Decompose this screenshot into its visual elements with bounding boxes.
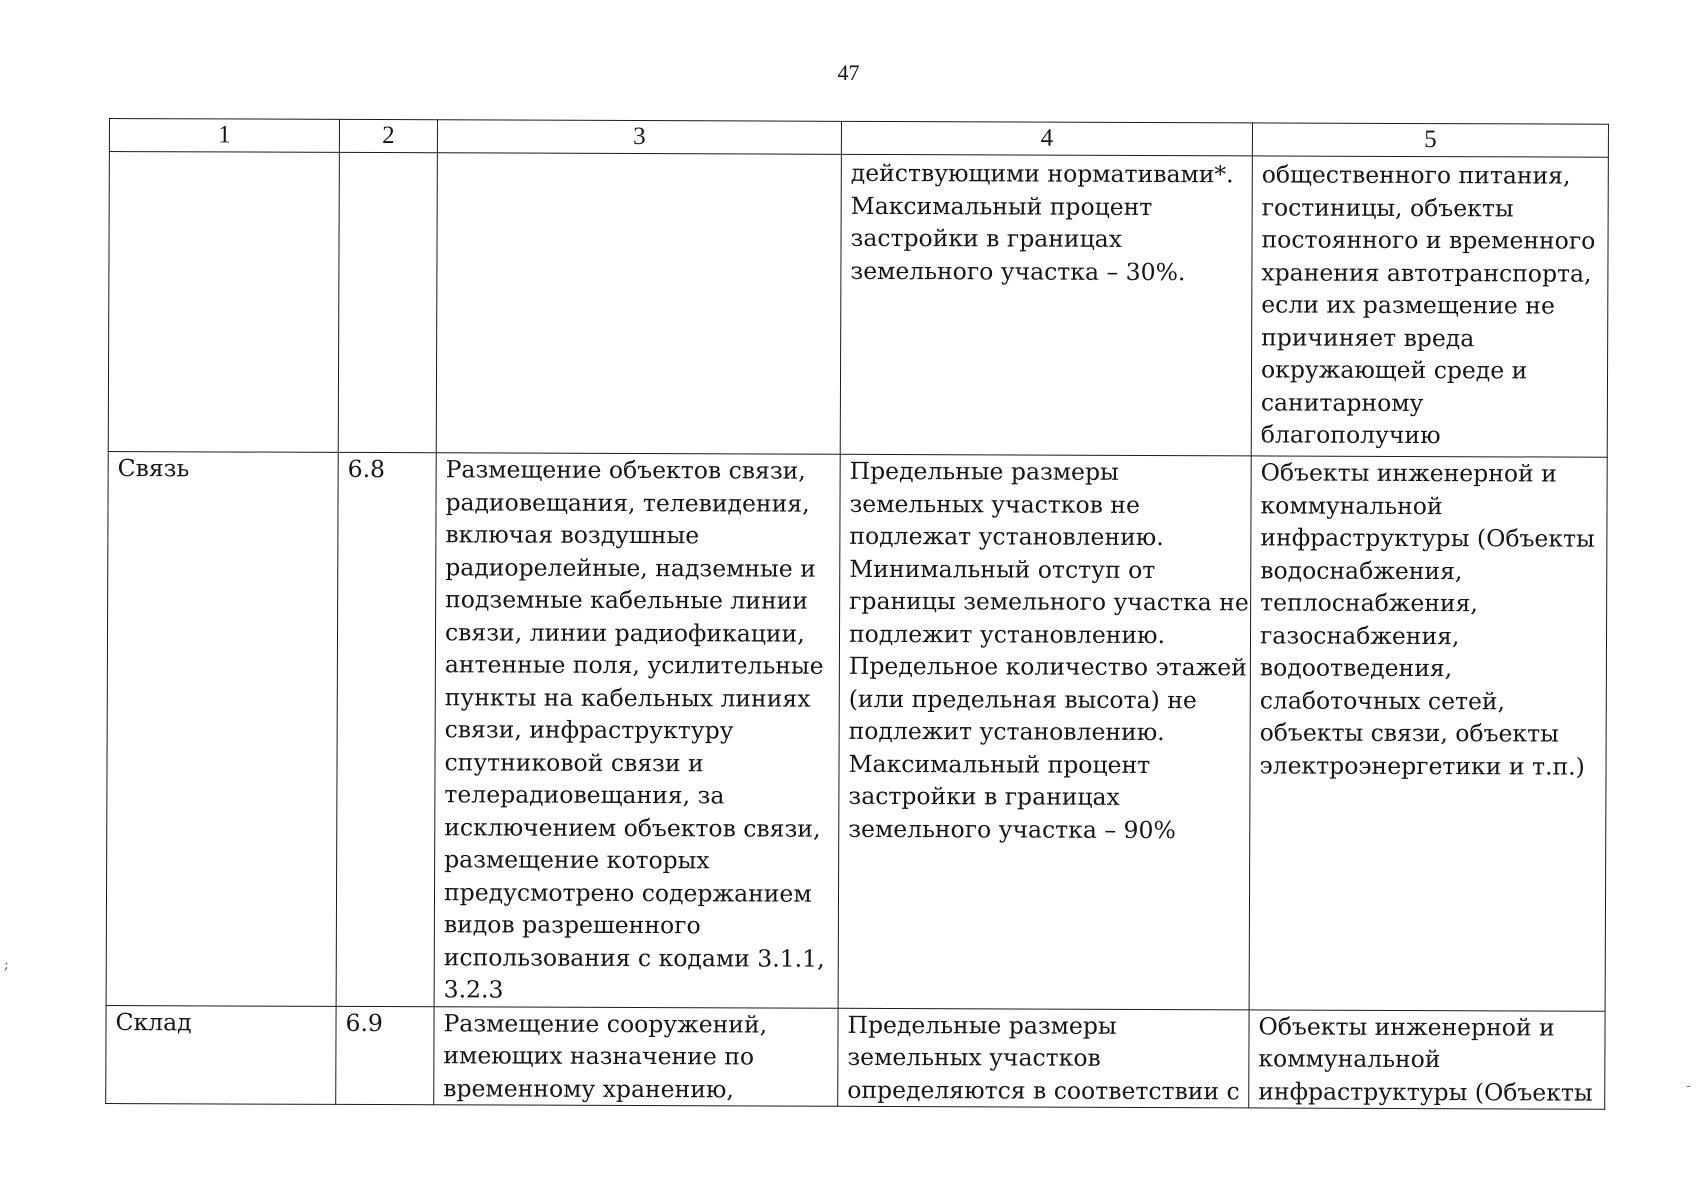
margin-mark-right: - <box>1686 1078 1691 1094</box>
cell-line: инфраструктуры (Объекты <box>1260 523 1595 553</box>
cell-line: инфраструктуры (Объекты <box>1258 1076 1593 1107</box>
cell-line: предусмотрено содержанием <box>443 877 812 908</box>
cell-line: земельного участка – 90% <box>848 814 1176 844</box>
cell-line: Максимальный процент <box>850 191 1153 221</box>
cell-line: коммунальной <box>1260 490 1443 520</box>
cell-line: коммунальной <box>1258 1044 1441 1074</box>
cell-line: видов разрешенного <box>443 910 701 940</box>
cell-line: Предельное количество этажей <box>848 651 1247 682</box>
cell-line: постоянного и временного <box>1261 225 1596 255</box>
cell-line: временному хранению, <box>443 1073 734 1103</box>
use-description-cell <box>434 1006 838 1106</box>
cell-line: использования с кодами 3.1.1, <box>443 942 825 973</box>
cell-line: телерадиовещания, за <box>444 780 725 810</box>
cell-line: Минимальный отступ от <box>849 554 1156 584</box>
use-description-cell <box>436 153 841 455</box>
cell-line: подлежит установлению. <box>848 716 1165 747</box>
cell-line: определяются в соответствии с <box>847 1075 1240 1105</box>
cell-line: гостиницы, объекты <box>1261 192 1514 222</box>
cell-line: спутниковой связи и <box>444 747 704 777</box>
cell-line: Максимальный процент <box>848 749 1151 779</box>
cell-line: земельных участков не <box>849 489 1140 519</box>
use-code-cell: 6.9 <box>336 1006 434 1105</box>
use-name-cell <box>108 152 339 453</box>
use-description-cell <box>434 453 840 1008</box>
cell-line: электроэнергетики и т.п.) <box>1259 750 1585 781</box>
cell-line: подземные кабельные линии <box>445 585 809 615</box>
cell-line: водоснабжения, <box>1260 555 1463 585</box>
cell-line: пункты на кабельных линиях <box>444 682 811 713</box>
cell-line: связи, инфраструктуру <box>444 715 734 745</box>
cell-line: благополучию <box>1260 420 1441 450</box>
cell-line: Объекты инженерной и <box>1260 458 1557 488</box>
cell-line: размещение которых <box>444 845 710 875</box>
cell-line: газоснабжения, <box>1259 620 1460 650</box>
auxiliary-uses-cell <box>1251 156 1608 457</box>
cell-line: связи, линии радиофикации, <box>444 617 805 648</box>
cell-line: слаботочных сетей, <box>1259 685 1506 715</box>
cell-line: подлежит установлению. <box>848 619 1166 649</box>
auxiliary-uses-cell <box>1249 456 1607 1011</box>
cell-line: застройки в границах <box>848 781 1120 811</box>
use-code-cell <box>338 152 437 452</box>
cell-line: хранения автотранспорта, <box>1261 257 1592 288</box>
cell-line: Размещение сооружений, <box>443 1008 768 1039</box>
use-name-cell: Склад <box>106 1005 336 1104</box>
cell-line: Объекты инженерной и <box>1258 1011 1555 1042</box>
column-header-1: 1 <box>109 119 339 153</box>
cell-line: включая воздушные <box>445 520 700 550</box>
cell-line: общественного питания, <box>1261 160 1571 190</box>
parameters-cell <box>840 154 1252 456</box>
page-number: 47 <box>837 60 860 85</box>
cell-line: причиняет вреда <box>1261 322 1475 352</box>
cell-line: объекты связи, объекты <box>1259 718 1559 748</box>
cell-line: подлежат установлению. <box>849 521 1164 552</box>
cell-line: радиовещания, телевидения, <box>445 487 810 518</box>
column-header-4: 4 <box>841 121 1252 156</box>
cell-line: Предельные размеры <box>849 456 1119 486</box>
cell-line: 3.2.3 <box>443 975 504 1004</box>
cell-line: радиорелейные, надземные и <box>445 552 816 583</box>
cell-line: земельного участка – 30%. <box>850 256 1186 286</box>
use-name-cell: Связь <box>106 451 338 1005</box>
cell-line: антенные поля, усилительные <box>444 650 824 680</box>
cell-line: санитарному <box>1260 387 1424 417</box>
cell-line: земельных участков <box>847 1042 1101 1072</box>
cell-line: если их размещение не <box>1261 290 1555 320</box>
parameters-cell <box>838 1008 1249 1108</box>
cell-line: границы земельного участка не <box>849 586 1249 617</box>
auxiliary-uses-cell <box>1249 1009 1605 1109</box>
cell-line: водоотведения, <box>1259 653 1453 683</box>
land-use-table <box>105 118 1609 1110</box>
cell-line: имеющих назначение по <box>443 1041 755 1071</box>
margin-mark-left: ; <box>4 957 9 973</box>
table-row <box>106 1005 1605 1109</box>
cell-line: Размещение объектов связи, <box>445 455 806 485</box>
column-header-5: 5 <box>1252 123 1608 157</box>
cell-line: действующими нормативами*. <box>850 158 1234 189</box>
table-row <box>108 152 1608 458</box>
cell-line: исключением объектов связи, <box>444 812 821 843</box>
cell-line: застройки в границах <box>850 223 1123 253</box>
table-row <box>106 451 1607 1010</box>
cell-line: окружающей среде и <box>1260 355 1528 385</box>
use-code-cell: 6.8 <box>336 452 436 1006</box>
column-header-2: 2 <box>339 119 437 152</box>
cell-line: (или предельная высота) не <box>848 684 1197 714</box>
column-header-3: 3 <box>437 120 841 155</box>
parameters-cell <box>838 454 1251 1009</box>
cell-line: Предельные размеры <box>847 1010 1117 1040</box>
cell-line: теплоснабжения, <box>1260 588 1478 618</box>
